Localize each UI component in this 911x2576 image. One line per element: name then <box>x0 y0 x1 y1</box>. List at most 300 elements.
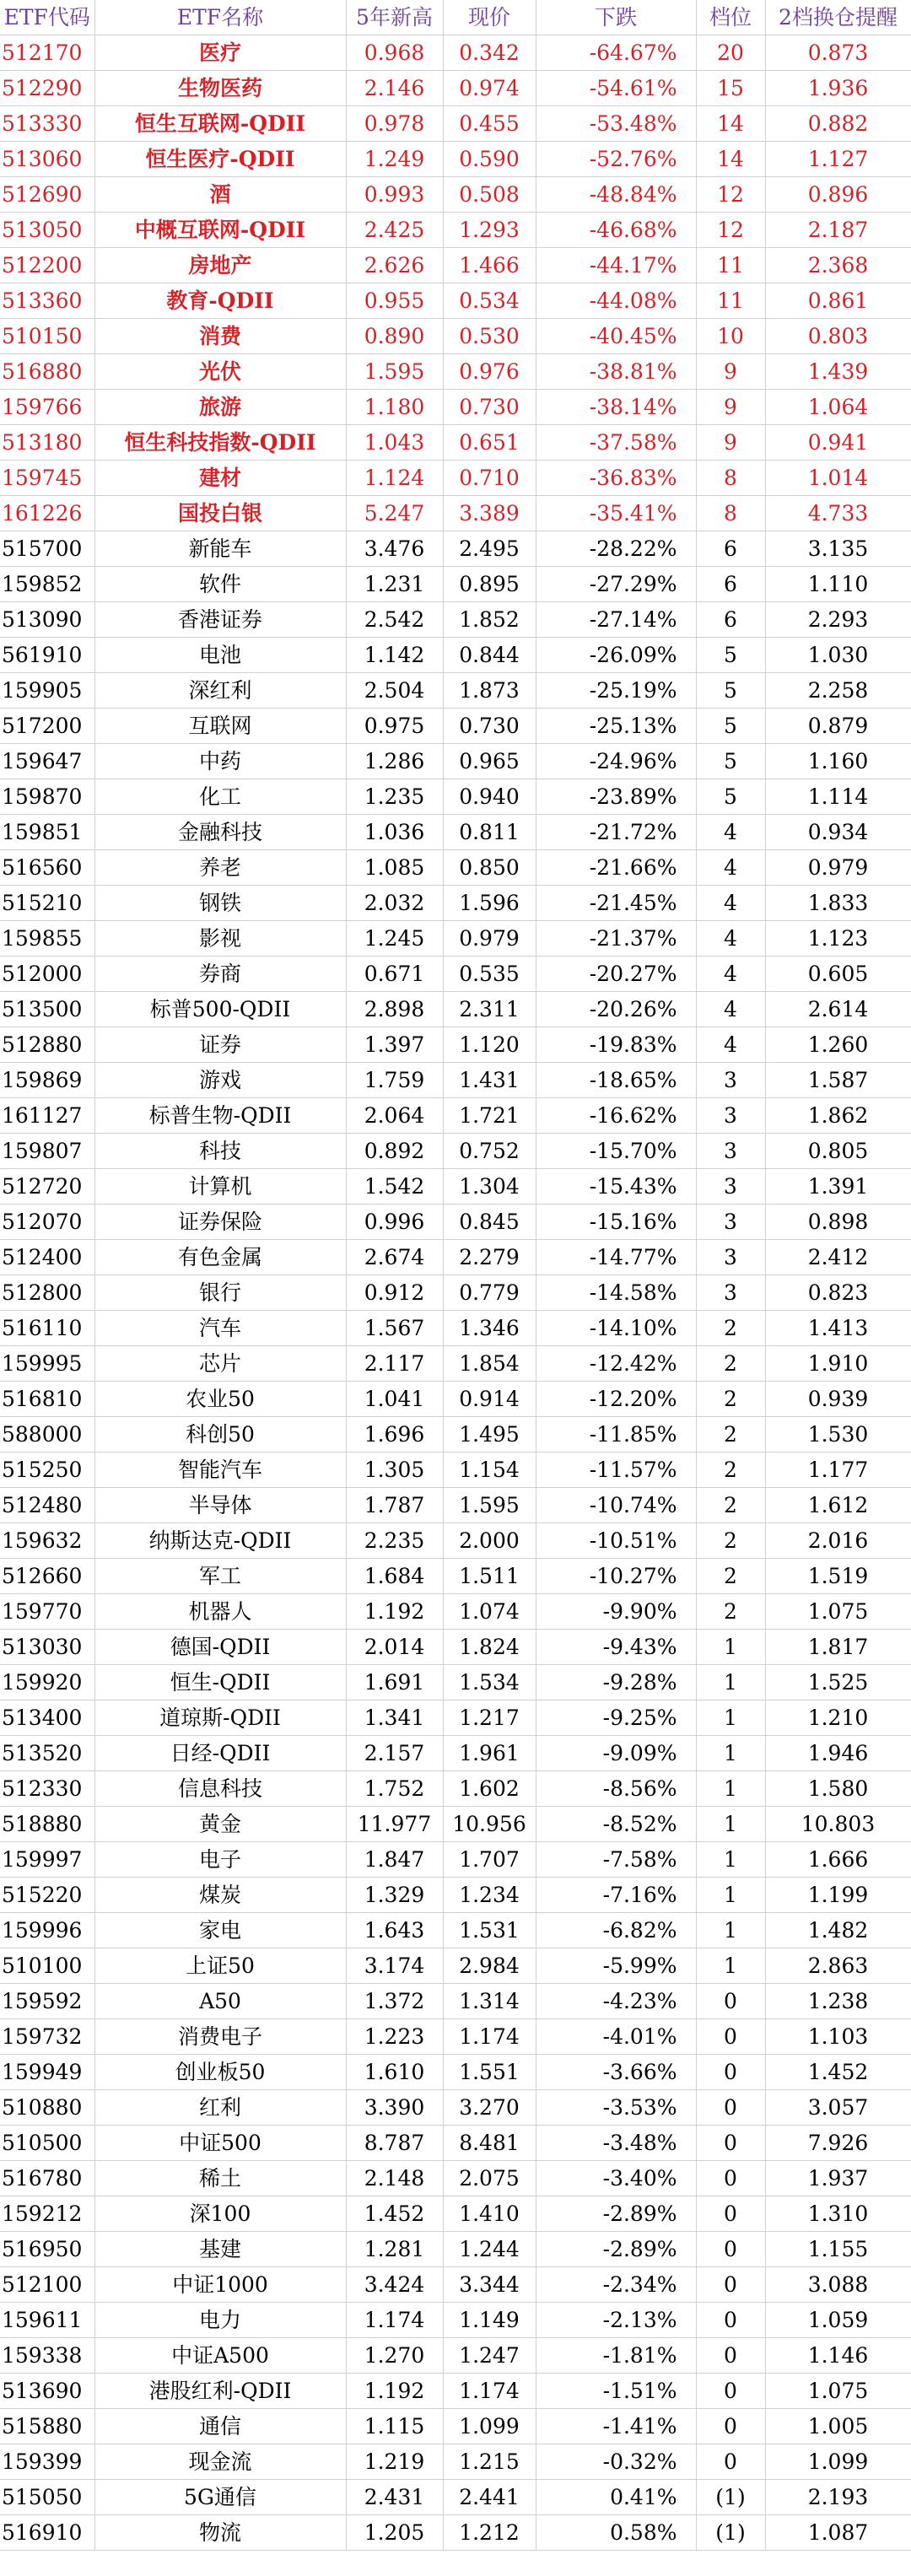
current-price: 0.779 <box>443 1275 536 1311</box>
drop-percent: -1.81% <box>536 2338 696 2374</box>
drop-percent: -6.82% <box>536 1913 696 1948</box>
switch-reminder-price: 2.368 <box>765 248 911 283</box>
etf-name: 软件 <box>94 567 346 602</box>
drop-percent: -54.61% <box>536 71 696 106</box>
table-row <box>0 850 911 886</box>
drop-percent: -10.51% <box>536 1523 696 1559</box>
etf-code: 516950 <box>0 2232 94 2267</box>
gear-level: 6 <box>696 531 765 567</box>
table-row <box>0 1063 911 1098</box>
drop-percent: -21.45% <box>536 886 696 921</box>
gear-level: 1 <box>696 1630 765 1665</box>
five-year-high: 1.174 <box>346 2303 443 2338</box>
current-price: 0.508 <box>443 177 536 213</box>
etf-code: 513030 <box>0 1630 94 1665</box>
switch-reminder-price: 1.123 <box>765 921 911 957</box>
drop-percent: -3.53% <box>536 2090 696 2126</box>
etf-code: 513180 <box>0 425 94 461</box>
five-year-high: 8.787 <box>346 2126 443 2161</box>
drop-percent: -7.58% <box>536 1842 696 1878</box>
switch-reminder-price: 4.733 <box>765 496 911 531</box>
etf-name: 基建 <box>94 2232 346 2267</box>
switch-reminder-price: 1.114 <box>765 779 911 815</box>
header-name: ETF名称 <box>94 0 346 35</box>
gear-level: 2 <box>696 1417 765 1452</box>
table-row <box>0 1311 911 1346</box>
current-price: 1.466 <box>443 248 536 283</box>
etf-code: 515700 <box>0 531 94 567</box>
drop-percent: -27.29% <box>536 567 696 602</box>
gear-level: 9 <box>696 390 765 425</box>
current-price: 1.120 <box>443 1027 536 1063</box>
gear-level: 1 <box>696 1665 765 1700</box>
switch-reminder-price: 1.177 <box>765 1452 911 1488</box>
gear-level: 15 <box>696 71 765 106</box>
etf-name: 农业50 <box>94 1382 346 1417</box>
switch-reminder-price: 2.016 <box>765 1523 911 1559</box>
drop-percent: -40.45% <box>536 319 696 354</box>
table-row <box>0 2338 911 2374</box>
etf-code: 512290 <box>0 71 94 106</box>
gear-level: 0 <box>696 2161 765 2196</box>
current-price: 3.270 <box>443 2090 536 2126</box>
drop-percent: -9.90% <box>536 1594 696 1630</box>
etf-name: 纳斯达克-QDII <box>94 1523 346 1559</box>
etf-code: 512690 <box>0 177 94 213</box>
five-year-high: 5.247 <box>346 496 443 531</box>
five-year-high: 0.912 <box>346 1275 443 1311</box>
drop-percent: -9.43% <box>536 1630 696 1665</box>
etf-name: 电力 <box>94 2303 346 2338</box>
etf-name: 恒生互联网-QDII <box>94 106 346 142</box>
five-year-high: 1.691 <box>346 1665 443 1700</box>
etf-code: 159212 <box>0 2196 94 2232</box>
current-price: 2.279 <box>443 1240 536 1275</box>
drop-percent: -4.01% <box>536 2019 696 2055</box>
etf-code: 561910 <box>0 638 94 673</box>
drop-percent: -26.09% <box>536 638 696 673</box>
five-year-high: 1.281 <box>346 2232 443 2267</box>
current-price: 2.075 <box>443 2161 536 2196</box>
table-row <box>0 886 911 921</box>
five-year-high: 1.542 <box>346 1169 443 1204</box>
five-year-high: 0.996 <box>346 1204 443 1240</box>
gear-level: 2 <box>696 1488 765 1523</box>
five-year-high: 1.124 <box>346 461 443 496</box>
etf-name: 深红利 <box>94 673 346 709</box>
five-year-high: 3.424 <box>346 2267 443 2303</box>
etf-code: 161127 <box>0 1098 94 1134</box>
table-row <box>0 1842 911 1878</box>
etf-code: 517200 <box>0 709 94 744</box>
switch-reminder-price: 1.439 <box>765 354 911 390</box>
etf-code: 513050 <box>0 213 94 248</box>
five-year-high: 2.542 <box>346 602 443 638</box>
drop-percent: -15.16% <box>536 1204 696 1240</box>
gear-level: 6 <box>696 602 765 638</box>
etf-code: 512200 <box>0 248 94 283</box>
switch-reminder-price: 0.941 <box>765 425 911 461</box>
table-row <box>0 1452 911 1488</box>
table-row <box>0 1948 911 1984</box>
switch-reminder-price: 0.896 <box>765 177 911 213</box>
five-year-high: 0.975 <box>346 709 443 744</box>
five-year-high: 0.978 <box>346 106 443 142</box>
five-year-high: 1.249 <box>346 142 443 177</box>
table-row <box>0 1275 911 1311</box>
drop-percent: -25.13% <box>536 709 696 744</box>
table-row <box>0 2409 911 2444</box>
etf-code: 516910 <box>0 2515 94 2551</box>
drop-percent: -11.57% <box>536 1452 696 1488</box>
current-price: 1.244 <box>443 2232 536 2267</box>
etf-code: 159745 <box>0 461 94 496</box>
five-year-high: 3.174 <box>346 1948 443 1984</box>
current-price: 1.854 <box>443 1346 536 1382</box>
five-year-high: 3.476 <box>346 531 443 567</box>
five-year-high: 1.696 <box>346 1417 443 1452</box>
switch-reminder-price: 1.530 <box>765 1417 911 1452</box>
etf-code: 513090 <box>0 602 94 638</box>
five-year-high: 1.192 <box>346 1594 443 1630</box>
drop-percent: -25.19% <box>536 673 696 709</box>
five-year-high: 1.595 <box>346 354 443 390</box>
table-row <box>0 921 911 957</box>
table-row <box>0 602 911 638</box>
switch-reminder-price: 1.310 <box>765 2196 911 2232</box>
five-year-high: 2.157 <box>346 1736 443 1771</box>
table-row <box>0 1346 911 1382</box>
switch-reminder-price: 10.803 <box>765 1807 911 1842</box>
switch-reminder-price: 3.088 <box>765 2267 911 2303</box>
etf-name: 消费 <box>94 319 346 354</box>
drop-percent: -10.27% <box>536 1559 696 1594</box>
gear-level: 2 <box>696 1311 765 1346</box>
gear-level: 12 <box>696 213 765 248</box>
table-row <box>0 531 911 567</box>
gear-level: 14 <box>696 106 765 142</box>
etf-code: 516810 <box>0 1382 94 1417</box>
gear-level: 2 <box>696 1346 765 1382</box>
table-row <box>0 1098 911 1134</box>
current-price: 1.314 <box>443 1984 536 2019</box>
five-year-high: 0.892 <box>346 1134 443 1169</box>
etf-name: 电子 <box>94 1842 346 1878</box>
drop-percent: -28.22% <box>536 531 696 567</box>
etf-code: 510100 <box>0 1948 94 1984</box>
gear-level: 0 <box>696 2196 765 2232</box>
current-price: 0.730 <box>443 390 536 425</box>
etf-name: 通信 <box>94 2409 346 2444</box>
etf-name: 互联网 <box>94 709 346 744</box>
gear-level: 0 <box>696 1984 765 2019</box>
etf-name: 金融科技 <box>94 815 346 850</box>
etf-code: 513360 <box>0 283 94 319</box>
etf-name: 机器人 <box>94 1594 346 1630</box>
table-row <box>0 957 911 992</box>
table-row <box>0 1027 911 1063</box>
gear-level: 9 <box>696 425 765 461</box>
five-year-high: 2.674 <box>346 1240 443 1275</box>
current-price: 1.531 <box>443 1913 536 1948</box>
current-price: 2.441 <box>443 2480 536 2515</box>
etf-name: 中药 <box>94 744 346 779</box>
drop-percent: -1.41% <box>536 2409 696 2444</box>
drop-percent: -18.65% <box>536 1063 696 1098</box>
five-year-high: 1.684 <box>346 1559 443 1594</box>
gear-level: 0 <box>696 2126 765 2161</box>
five-year-high: 1.452 <box>346 2196 443 2232</box>
drop-percent: -0.32% <box>536 2444 696 2480</box>
etf-name: 恒生医疗-QDII <box>94 142 346 177</box>
gear-level: 6 <box>696 567 765 602</box>
gear-level: 1 <box>696 1700 765 1736</box>
etf-code: 512660 <box>0 1559 94 1594</box>
etf-name: 建材 <box>94 461 346 496</box>
gear-level: 0 <box>696 2444 765 2480</box>
five-year-high: 2.504 <box>346 673 443 709</box>
switch-reminder-price: 1.014 <box>765 461 911 496</box>
current-price: 1.431 <box>443 1063 536 1098</box>
switch-reminder-price: 1.160 <box>765 744 911 779</box>
switch-reminder-price: 2.614 <box>765 992 911 1027</box>
drop-percent: -38.81% <box>536 354 696 390</box>
current-price: 0.914 <box>443 1382 536 1417</box>
etf-name: 钢铁 <box>94 886 346 921</box>
gear-level: 0 <box>696 2303 765 2338</box>
drop-percent: -21.37% <box>536 921 696 957</box>
drop-percent: -2.34% <box>536 2267 696 2303</box>
current-price: 10.956 <box>443 1807 536 1842</box>
drop-percent: -7.16% <box>536 1878 696 1913</box>
drop-percent: -12.42% <box>536 1346 696 1382</box>
switch-reminder-price: 0.873 <box>765 35 911 71</box>
table-row <box>0 2480 911 2515</box>
five-year-high: 2.425 <box>346 213 443 248</box>
switch-reminder-price: 1.238 <box>765 1984 911 2019</box>
switch-reminder-price: 1.075 <box>765 2374 911 2409</box>
five-year-high: 1.142 <box>346 638 443 673</box>
switch-reminder-price: 1.482 <box>765 1913 911 1948</box>
switch-reminder-price: 1.127 <box>765 142 911 177</box>
current-price: 0.651 <box>443 425 536 461</box>
gear-level: 14 <box>696 142 765 177</box>
current-price: 0.530 <box>443 319 536 354</box>
table-row <box>0 2161 911 2196</box>
table-row <box>0 2126 911 2161</box>
five-year-high: 1.115 <box>346 2409 443 2444</box>
five-year-high: 1.610 <box>346 2055 443 2090</box>
current-price: 2.984 <box>443 1948 536 1984</box>
current-price: 0.965 <box>443 744 536 779</box>
table-row <box>0 1523 911 1559</box>
drop-percent: -4.23% <box>536 1984 696 2019</box>
switch-reminder-price: 1.210 <box>765 1700 911 1736</box>
gear-level: 3 <box>696 1204 765 1240</box>
switch-reminder-price: 1.146 <box>765 2338 911 2374</box>
gear-level: 5 <box>696 779 765 815</box>
drop-percent: -53.48% <box>536 106 696 142</box>
gear-level: 5 <box>696 709 765 744</box>
etf-code: 159592 <box>0 1984 94 2019</box>
switch-reminder-price: 1.260 <box>765 1027 911 1063</box>
switch-reminder-price: 1.862 <box>765 1098 911 1134</box>
current-price: 0.845 <box>443 1204 536 1240</box>
five-year-high: 1.192 <box>346 2374 443 2409</box>
etf-name: 芯片 <box>94 1346 346 1382</box>
switch-reminder-price: 2.412 <box>765 1240 911 1275</box>
etf-code: 159851 <box>0 815 94 850</box>
etf-code: 159647 <box>0 744 94 779</box>
switch-reminder-price: 0.934 <box>765 815 911 850</box>
switch-reminder-price: 2.187 <box>765 213 911 248</box>
gear-level: 3 <box>696 1169 765 1204</box>
current-price: 0.895 <box>443 567 536 602</box>
current-price: 1.495 <box>443 1417 536 1452</box>
drop-percent: -9.09% <box>536 1736 696 1771</box>
etf-name: 房地产 <box>94 248 346 283</box>
table-row <box>0 354 911 390</box>
switch-reminder-price: 0.605 <box>765 957 911 992</box>
drop-percent: -21.66% <box>536 850 696 886</box>
etf-code: 515880 <box>0 2409 94 2444</box>
table-row <box>0 1736 911 1771</box>
table-row <box>0 567 911 602</box>
drop-percent: -5.99% <box>536 1948 696 1984</box>
drop-percent: -36.83% <box>536 461 696 496</box>
switch-reminder-price: 0.939 <box>765 1382 911 1417</box>
gear-level: 4 <box>696 921 765 957</box>
current-price: 3.344 <box>443 2267 536 2303</box>
five-year-high: 2.148 <box>346 2161 443 2196</box>
etf-name: 恒生科技指数-QDII <box>94 425 346 461</box>
current-price: 1.174 <box>443 2374 536 2409</box>
table-row <box>0 390 911 425</box>
five-year-high: 1.752 <box>346 1771 443 1807</box>
etf-code: 515050 <box>0 2480 94 2515</box>
header-row <box>0 0 911 35</box>
switch-reminder-price: 0.882 <box>765 106 911 142</box>
etf-name: 教育-QDII <box>94 283 346 319</box>
current-price: 1.346 <box>443 1311 536 1346</box>
etf-name: 香港证券 <box>94 602 346 638</box>
switch-reminder-price: 1.936 <box>765 71 911 106</box>
etf-name: 稀土 <box>94 2161 346 2196</box>
table-row <box>0 638 911 673</box>
etf-name: 创业板50 <box>94 2055 346 2090</box>
etf-code: 512880 <box>0 1027 94 1063</box>
gear-level: 0 <box>696 2374 765 2409</box>
etf-name: 养老 <box>94 850 346 886</box>
switch-reminder-price: 1.087 <box>765 2515 911 2551</box>
etf-code: 159399 <box>0 2444 94 2480</box>
switch-reminder-price: 7.926 <box>765 2126 911 2161</box>
etf-code: 512000 <box>0 957 94 992</box>
drop-percent: 0.58% <box>536 2515 696 2551</box>
five-year-high: 1.787 <box>346 1488 443 1523</box>
gear-level: 3 <box>696 1098 765 1134</box>
etf-name: 国投白银 <box>94 496 346 531</box>
gear-level: 1 <box>696 1736 765 1771</box>
etf-name: 黄金 <box>94 1807 346 1842</box>
gear-level: 1 <box>696 1771 765 1807</box>
etf-code: 515250 <box>0 1452 94 1488</box>
gear-level: 4 <box>696 992 765 1027</box>
switch-reminder-price: 1.525 <box>765 1665 911 1700</box>
drop-percent: -15.43% <box>536 1169 696 1204</box>
current-price: 1.154 <box>443 1452 536 1488</box>
gear-level: 11 <box>696 283 765 319</box>
etf-code: 159732 <box>0 2019 94 2055</box>
gear-level: 0 <box>696 2338 765 2374</box>
gear-level: 3 <box>696 1134 765 1169</box>
switch-reminder-price: 1.519 <box>765 1559 911 1594</box>
etf-code: 159920 <box>0 1665 94 1700</box>
current-price: 0.535 <box>443 957 536 992</box>
etf-code: 159852 <box>0 567 94 602</box>
five-year-high: 0.671 <box>346 957 443 992</box>
switch-reminder-price: 2.863 <box>765 1948 911 1984</box>
current-price: 1.293 <box>443 213 536 248</box>
switch-reminder-price: 1.075 <box>765 1594 911 1630</box>
gear-level: 3 <box>696 1240 765 1275</box>
current-price: 1.074 <box>443 1594 536 1630</box>
drop-percent: -2.89% <box>536 2232 696 2267</box>
etf-name: 5G通信 <box>94 2480 346 2515</box>
etf-name: 科技 <box>94 1134 346 1169</box>
current-price: 2.000 <box>443 1523 536 1559</box>
current-price: 3.389 <box>443 496 536 531</box>
five-year-high: 0.993 <box>346 177 443 213</box>
gear-level: 5 <box>696 744 765 779</box>
etf-name: 家电 <box>94 1913 346 1948</box>
etf-name: 电池 <box>94 638 346 673</box>
five-year-high: 3.390 <box>346 2090 443 2126</box>
table-row <box>0 2267 911 2303</box>
drop-percent: -14.58% <box>536 1275 696 1311</box>
switch-reminder-price: 1.099 <box>765 2444 911 2480</box>
drop-percent: -27.14% <box>536 602 696 638</box>
switch-reminder-price: 1.103 <box>765 2019 911 2055</box>
current-price: 1.234 <box>443 1878 536 1913</box>
table-row <box>0 673 911 709</box>
etf-code: 510150 <box>0 319 94 354</box>
table-row <box>0 1417 911 1452</box>
table-row <box>0 2374 911 2409</box>
current-price: 1.099 <box>443 2409 536 2444</box>
current-price: 1.304 <box>443 1169 536 1204</box>
five-year-high: 1.329 <box>346 1878 443 1913</box>
current-price: 1.149 <box>443 2303 536 2338</box>
five-year-high: 1.286 <box>346 744 443 779</box>
gear-level: 0 <box>696 2090 765 2126</box>
etf-code: 159338 <box>0 2338 94 2374</box>
current-price: 0.534 <box>443 283 536 319</box>
table-row <box>0 1204 911 1240</box>
etf-code: 159870 <box>0 779 94 815</box>
etf-name: 计算机 <box>94 1169 346 1204</box>
switch-reminder-price: 0.861 <box>765 283 911 319</box>
current-price: 1.551 <box>443 2055 536 2090</box>
etf-name: 旅游 <box>94 390 346 425</box>
etf-name: 半导体 <box>94 1488 346 1523</box>
switch-reminder-price: 0.823 <box>765 1275 911 1311</box>
table-row <box>0 2090 911 2126</box>
current-price: 2.495 <box>443 531 536 567</box>
drop-percent: -23.89% <box>536 779 696 815</box>
table-row <box>0 779 911 815</box>
drop-percent: -21.72% <box>536 815 696 850</box>
